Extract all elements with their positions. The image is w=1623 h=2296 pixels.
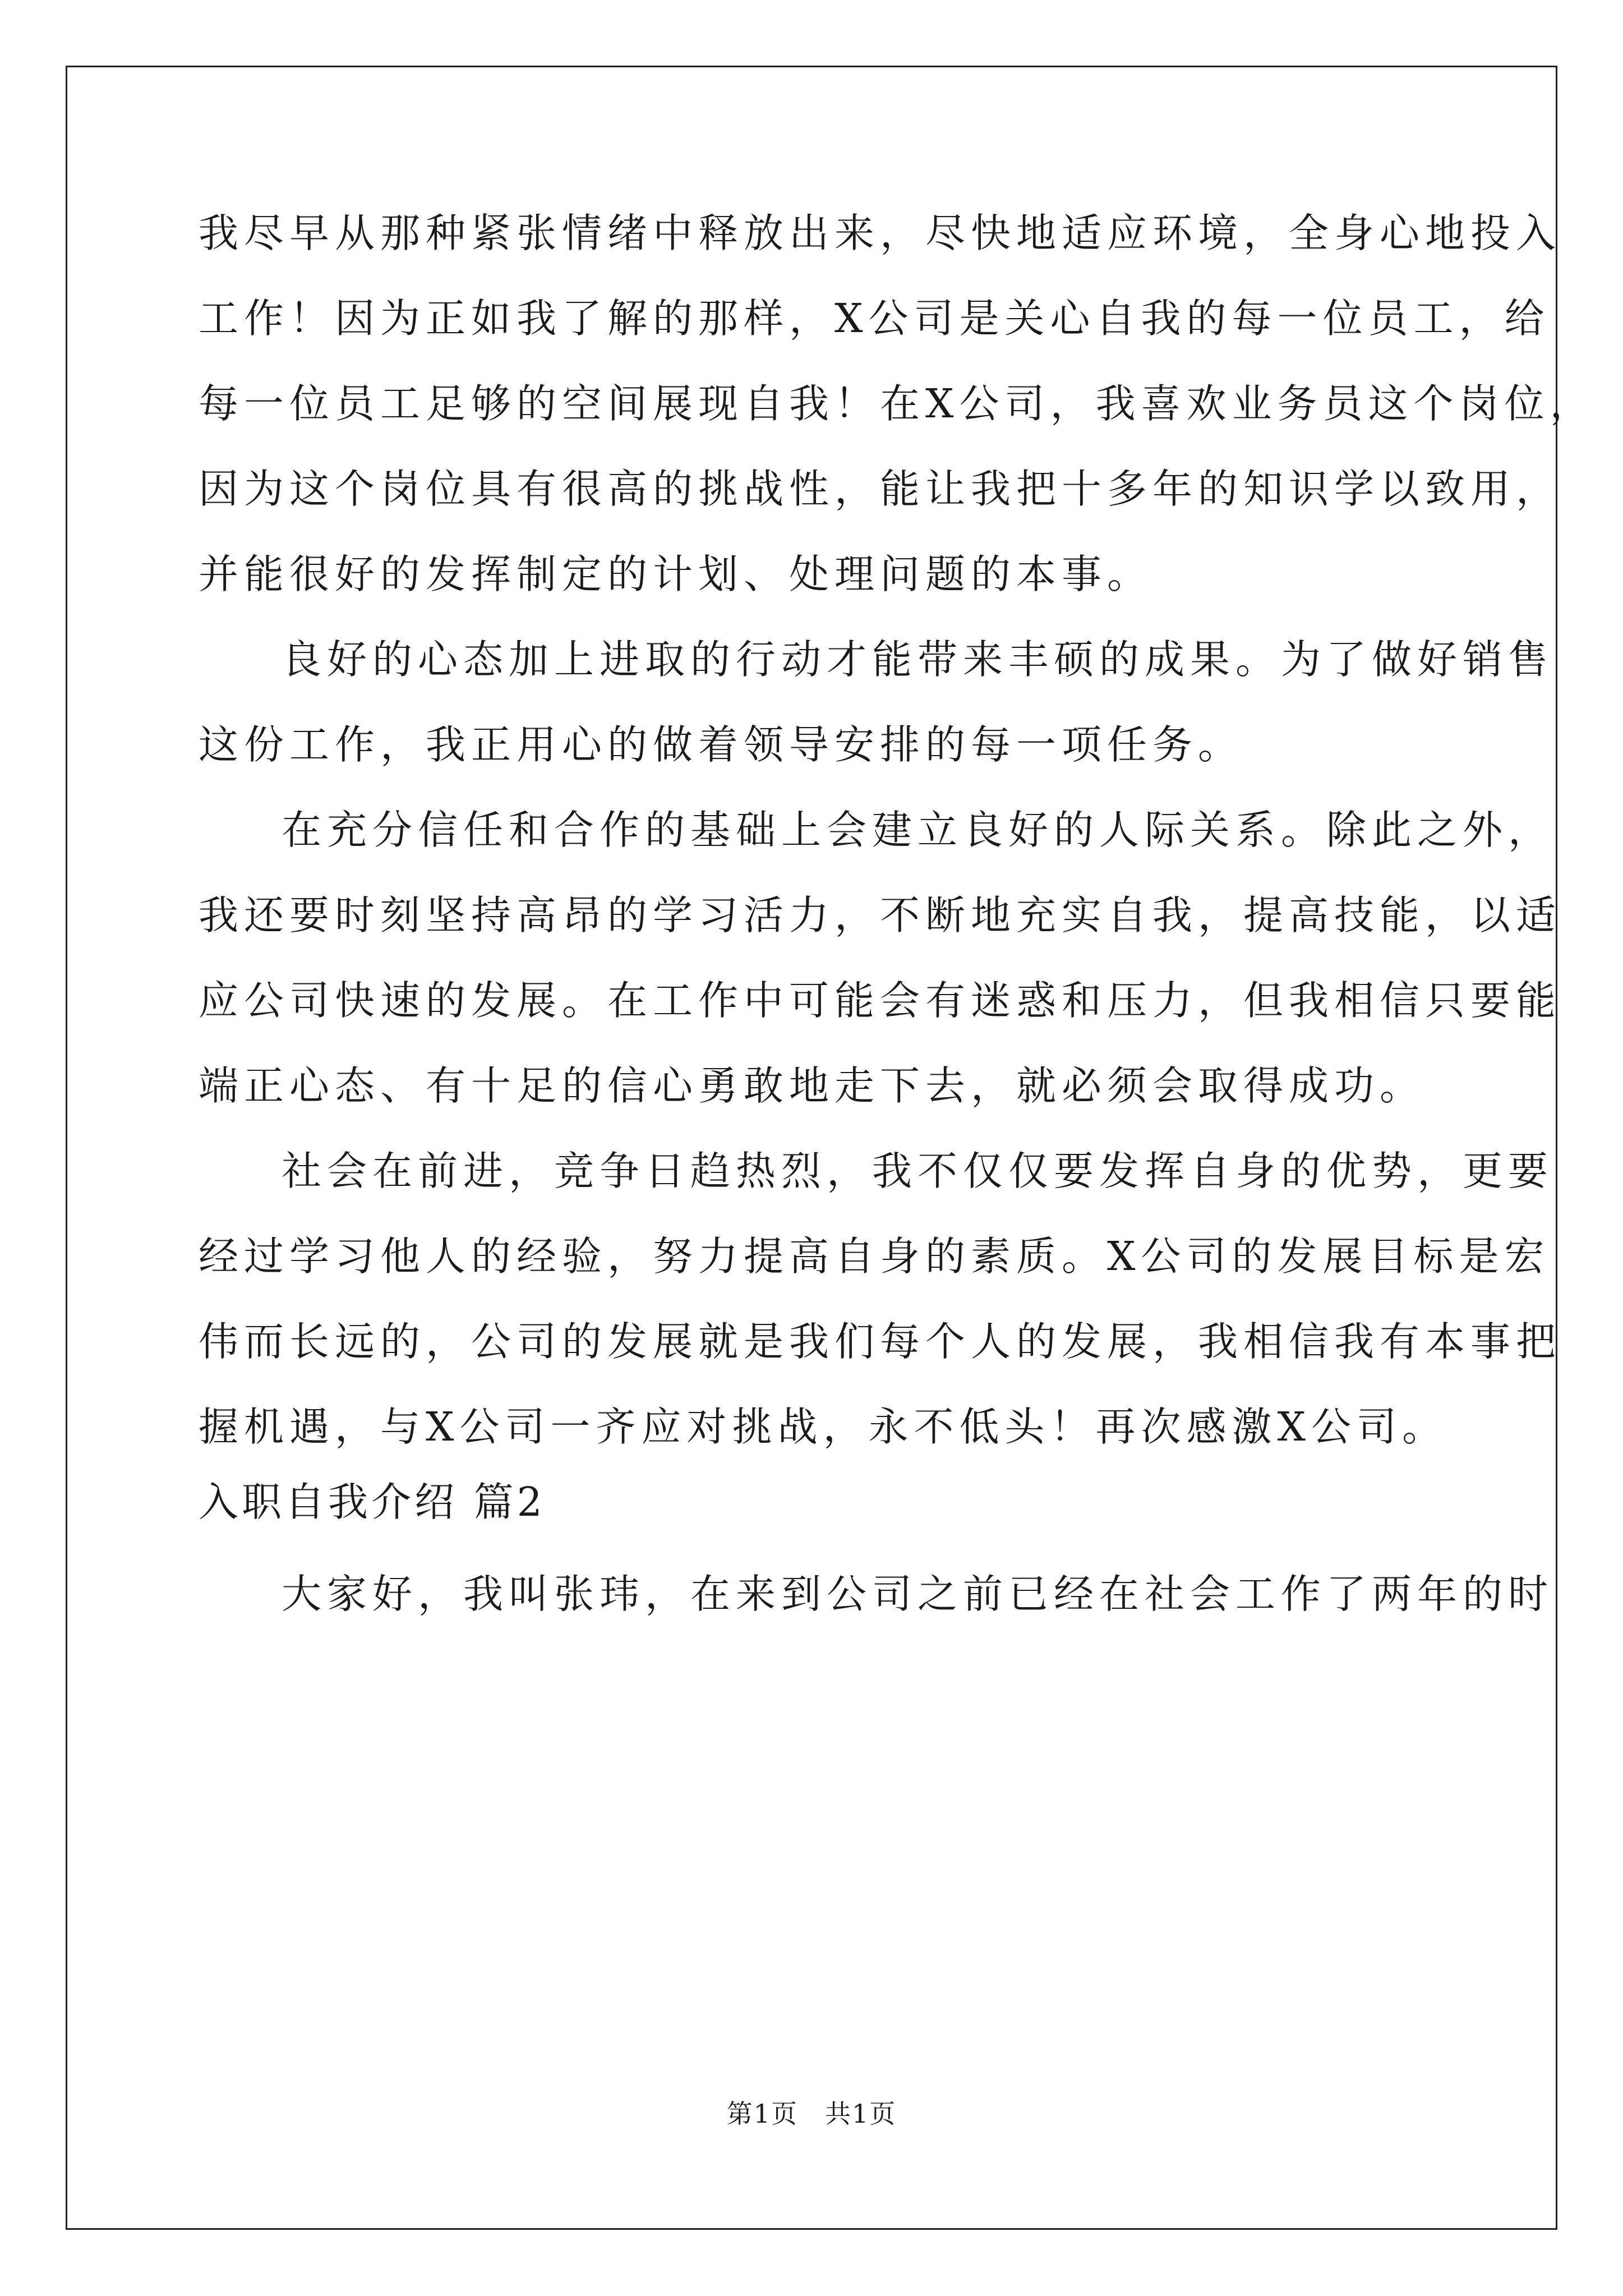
- paragraph-line: 端正心态、有十足的信心勇敢地走下去，就必须会取得成功。: [199, 1062, 1426, 1109]
- paragraph-line: 每一位员工足够的空间展现自我！在X公司，我喜欢业务员这个岗位，: [199, 380, 1596, 427]
- paragraph-line: 这份工作，我正用心的做着领导安排的每一项任务。: [199, 721, 1244, 768]
- paragraph-line: 并能很好的发挥制定的计划、处理问题的本事。: [199, 551, 1153, 597]
- paragraph-line: 良好的心态加上进取的行动才能带来丰硕的成果。为了做好销售: [282, 636, 1554, 683]
- paragraph-line: 应公司快速的发展。在工作中可能会有迷惑和压力，但我相信只要能: [199, 977, 1562, 1024]
- page-footer: 第1页 共1页: [726, 2099, 897, 2129]
- paragraph-line: 伟而长远的，公司的发展就是我们每个人的发展，我相信我有本事把: [199, 1318, 1562, 1365]
- paragraph-line: 我尽早从那种紧张情绪中释放出来，尽快地适应环境，全身心地投入: [199, 210, 1562, 256]
- paragraph-line: 握机遇，与X公司一齐应对挑战，永不低头！再次感激X公司。: [199, 1404, 1448, 1450]
- paragraph-line: 工作！因为正如我了解的那样，X公司是关心自我的每一位员工，给: [199, 295, 1550, 342]
- paragraph-line: 大家好，我叫张玮，在来到公司之前已经在社会工作了两年的时: [282, 1571, 1554, 1617]
- paragraph-line: 社会在前进，竞争日趋热烈，我不仅仅要发挥自身的优势，更要: [282, 1148, 1554, 1194]
- paragraph-line: 经过学习他人的经验，努力提高自身的素质。X公司的发展目标是宏: [199, 1233, 1550, 1280]
- section-heading: 入职自我介绍 篇2: [199, 1479, 546, 1525]
- paragraph-line: 因为这个岗位具有很高的挑战性，能让我把十多年的知识学以致用，: [199, 466, 1562, 512]
- paragraph-line: 在充分信任和合作的基础上会建立良好的人际关系。除此之外，: [282, 807, 1554, 853]
- paragraph-line: 我还要时刻坚持高昂的学习活力，不断地充实自我，提高技能，以适: [199, 892, 1562, 938]
